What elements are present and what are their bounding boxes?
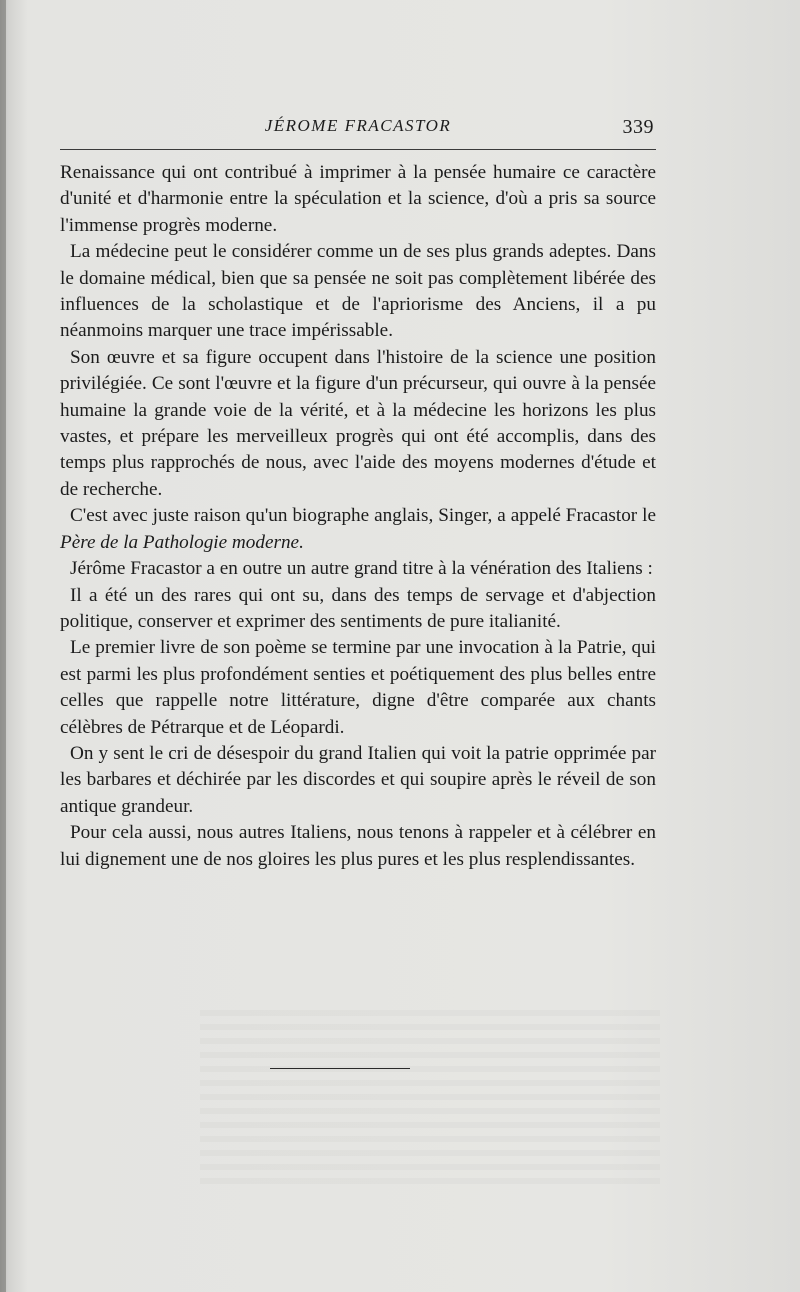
paragraph: On y sent le cri de désespoir du grand Italien qui voit la patrie opprimée par les barbares et déchirée par les discordes et qui soupire après le réveil de son antique grandeur. [60,742,656,817]
paragraph: La médecine peut le considérer comme un de ses plus grands adeptes. Dans le domaine médical, bien que sa pensée ne soit pas complètement libérée des influences de la scholastique et de l'apriorisme des Anciens, il a pu néanmoins marquer une trace impérissable. [60,241,656,342]
page-header [60,116,656,142]
paragraph: Il a été un des rares qui ont su, dans des temps de servage et d'abjection politique, conserver et exprimer des sentiments de pure italianité. [60,584,656,632]
header-rule [60,149,656,150]
page-number: 339 [622,116,654,138]
paragraph: Jérôme Fracastor a en outre un autre grand titre à la vénération des Italiens : [70,558,653,580]
end-rule [270,1068,410,1069]
bleed-through-shadow [200,1010,660,1190]
paragraph-text: C'est avec juste raison qu'un biographe anglais, Singer, a appelé Fracastor le [70,505,656,527]
paragraph: Pour cela aussi, nous autres Italiens, nous tenons à rappeler et à célébrer en lui dignement une de nos gloires les plus pures et les plus resplendissantes. [60,822,656,870]
spine-shadow [0,0,6,1292]
body-text [60,160,656,873]
running-title: JÉROME FRACASTOR [264,116,452,135]
paragraph: Son œuvre et sa figure occupent dans l'histoire de la science une position privilégiée. Ce sont l'œuvre et la figure d'un précurseur, qui ouvre à la pensée humaine la grande voie de la vérité, et à la médecine les horizons les plus vastes, et prépare les merveilleux progrès qui ont été accomplis, dans des temps plus rapprochés de nous, avec l'aide des moyens modernes d'étude et de recherche. [60,346,656,500]
italic-title: Père de la Pathologie moderne. [60,531,304,553]
paragraph: Le premier livre de son poème se termine par une invocation à la Patrie, qui est parmi les plus profondément senties et poétiquement des plus belles entre celles que rappelle notre littérature, digne d'être comparée aux chants célèbres de Pétrarque et de Léopardi. [60,637,656,738]
paragraph-singer [60,503,656,556]
paragraph: Renaissance qui ont contribué à imprimer à la pensée humaire ce caractère d'unité et d'harmonie entre la spéculation et la science, d'où a pris sa source l'immense progrès moderne. [60,162,656,236]
